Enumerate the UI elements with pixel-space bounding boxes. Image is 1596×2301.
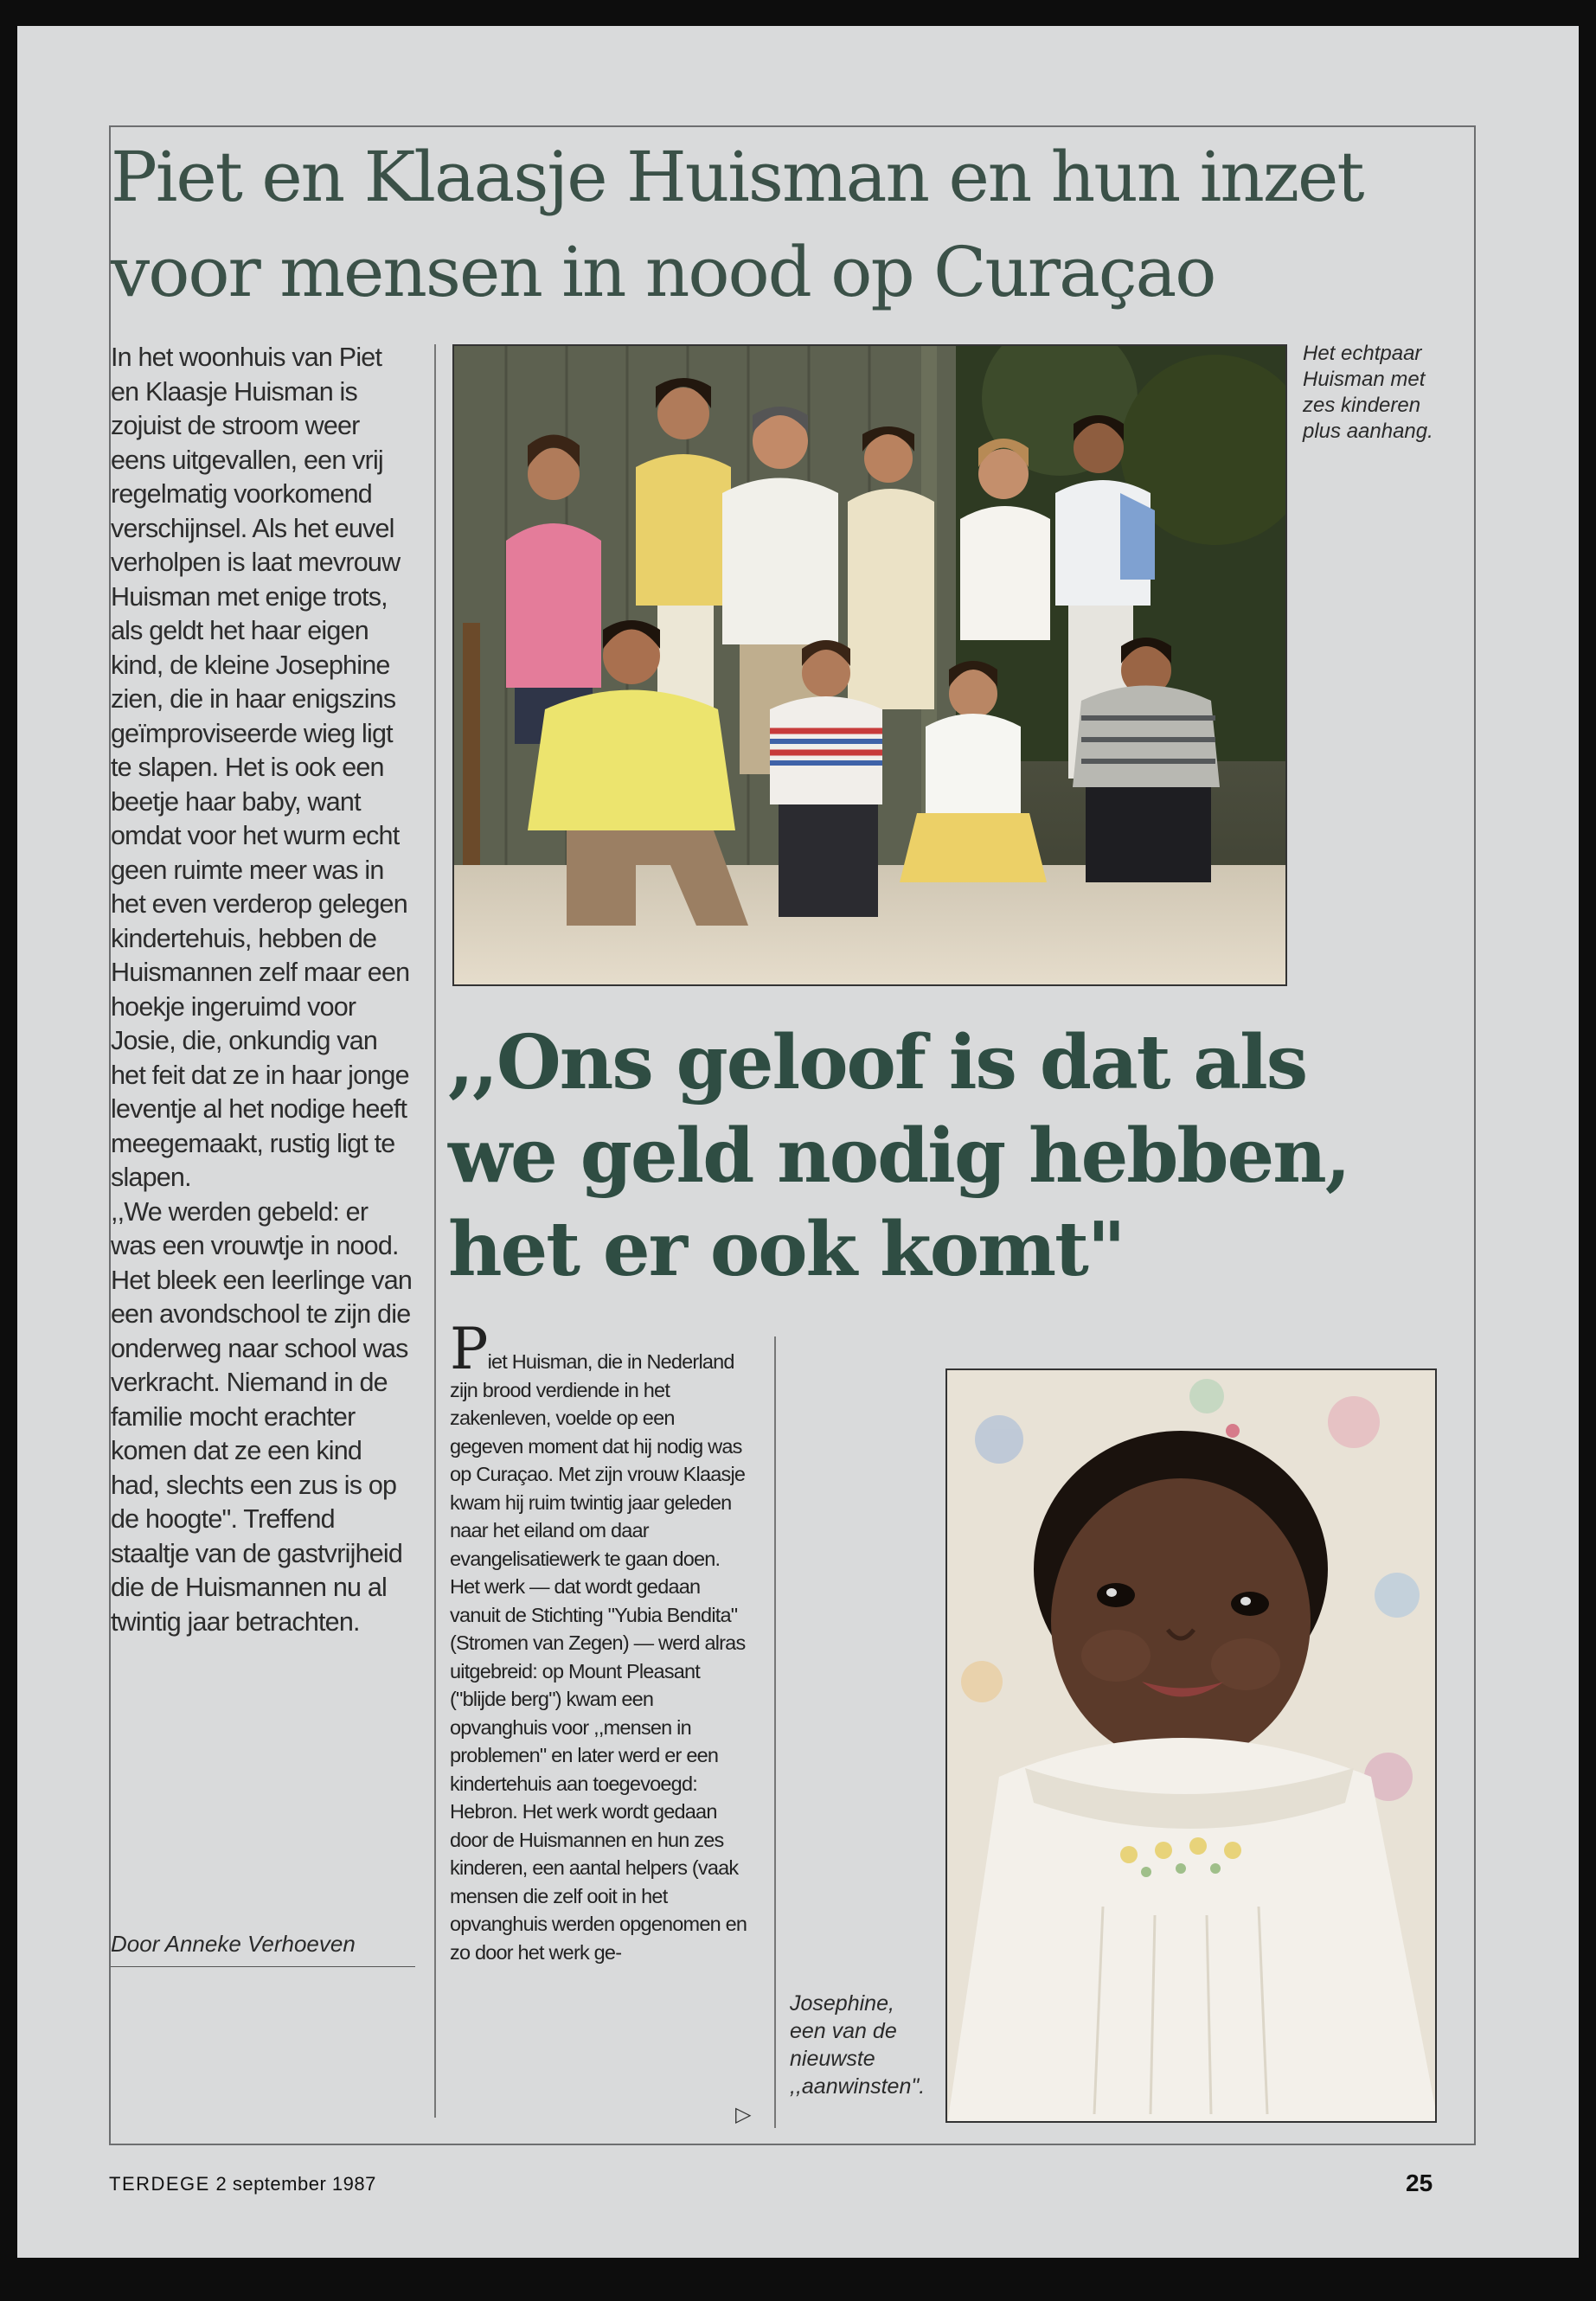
- baby-photo: [945, 1368, 1437, 2123]
- family-photo: [452, 344, 1287, 986]
- page-footer: [109, 2173, 376, 2195]
- family-photo-caption: Het echtpaar Huisman met zes kinderen plus aanhang.: [1303, 342, 1433, 443]
- intro-column: [111, 341, 415, 1639]
- article-body: [450, 1316, 748, 1966]
- page-number: 25: [1406, 2170, 1433, 2196]
- intro-paragraph-1: In het woonhuis van Piet en Klaasje Huisman is zojuist de stroom weer eens uitgevallen, een vrij regelmatig voorkomend verschijnsel. Als het euvel verholpen is laat mevrouw Huisman met enige trots, als geldt het haar eigen kind, de kleine Josephine zien, die in haar enigszins geïmproviseerde wieg ligt te slapen. Het is ook een beetje haar baby, want omdat voor het wurm echt geen ruimte meer was in het even verderop gelegen kindertehuis, hebben de Huismannen zelf maar een hoekje ingeruimd voor Josie, die, onkundig van het feit dat ze in haar jonge leventje al het nodige heeft meegemaakt, rustig ligt te slapen.: [111, 343, 410, 1192]
- body-text: iet Huisman, die in Nederland zijn brood verdiende in het zakenleven, voelde op een gegeven moment dat hij nodig was op Curaçao. Met zijn vrouw Klaasje kwam hij ruim twintig jaar geleden naar het eiland om daar evangelisatiewerk te gaan doen. Het werk — dat wordt gedaan vanuit de Stichting "Yubia Bendita" (Stromen van Zegen) — werd alras uitgebreid: op Mount Pleasant ("blijde berg") kwam een opvanghuis voor ,,mensen in problemen" en later werd er een kindertehuis aan toegevoegd: Hebron. Het werk wordt gedaan door de Huismannen en hun zes kinderen, een aantal helpers (vaak mensen die zelf ooit in het opvanghuis werden opgenomen en zo door het werk ge-: [450, 1350, 747, 1964]
- column-divider-2: [774, 1336, 776, 2128]
- column-divider: [434, 344, 436, 2118]
- family-photo-illustration: [454, 346, 1287, 986]
- drop-cap: P: [450, 1316, 488, 1382]
- continue-arrow: ▷: [735, 2103, 752, 2126]
- baby-photo-illustration: [947, 1370, 1437, 2123]
- pull-quote: ,,Ons geloof is dat als we geld nodig hebben, het er ook komt": [448, 1019, 1349, 1293]
- intro-paragraph-2: ,,We werden gebeld: er was een vrouwtje in nood. Het bleek een leerlinge van een avondschool te zijn die onderweg naar school was verkracht. Niemand in de familie mocht erachter komen dat ze een kind had, slechts een zus is op de hoogte". Treffend staaltje van de gastvrijheid die de Huismannen nu al twintig jaar betrachten.: [111, 1196, 413, 1637]
- byline: Door Anneke Verhoeven: [111, 1931, 415, 1967]
- issue-date: 2 september 1987: [215, 2173, 376, 2195]
- article-headline: Piet en Klaasje Huisman en hun inzet voor mensen in nood op Curaçao: [111, 137, 1363, 312]
- magazine-name: TERDEGE: [109, 2173, 210, 2195]
- baby-photo-caption: Josephine, een van de nieuwste ,,aanwinsten".: [790, 1991, 926, 2099]
